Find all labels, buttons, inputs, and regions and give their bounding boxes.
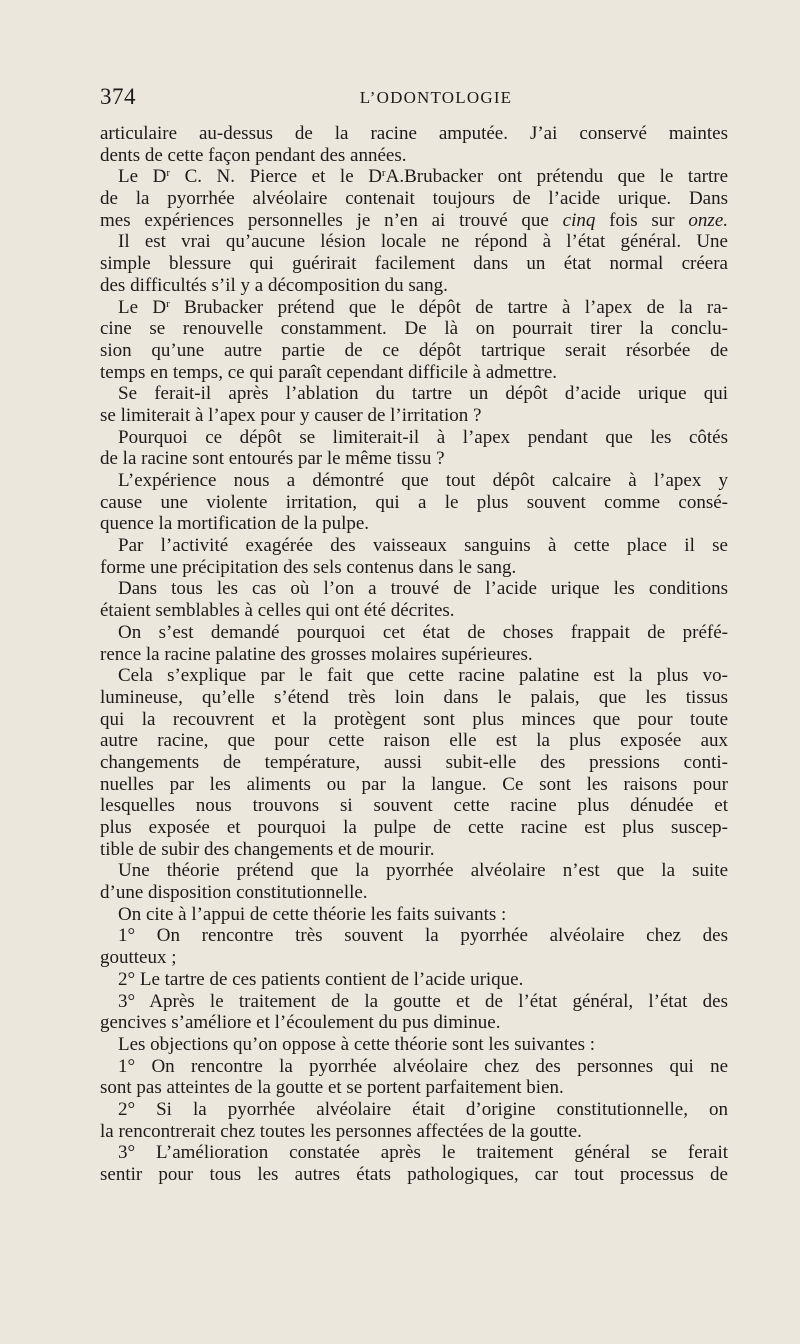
text-line: quence la mortification de la pulpe. (100, 513, 370, 535)
text-line: lumineuse, qu’elle s’étend très loin dans le palais, que les tissus (100, 686, 728, 708)
text-line: dents de cette façon pendant des années. (100, 144, 407, 166)
text-line: Les objections qu’on oppose à cette théorie sont les suivantes : (118, 1033, 595, 1055)
superscript: r (166, 167, 170, 180)
text-line: Cela s’explique par le fait que cette racine palatine est la plus vo- (118, 665, 728, 687)
text-line: cine se renouvelle constamment. De là on pourrait tirer la conclu- (100, 318, 728, 340)
text-line: On cite à l’appui de cette théorie les faits suivants : (118, 903, 507, 925)
text-line: tible de subir des changements et de mourir. (100, 838, 435, 860)
text-line: d’une disposition constitutionnelle. (100, 882, 368, 904)
text-line: goutteux ; (100, 947, 177, 969)
italic-text: onze. (688, 209, 728, 231)
running-title: L’ODONTOLOGIE (359, 88, 513, 107)
text-span: fois sur (595, 209, 689, 231)
text-line: Par l’activité exagérée des vaisseaux sanguins à cette place il se (118, 535, 728, 557)
text-line: de la racine sont entourés par le même tissu ? (100, 448, 445, 470)
superscript: r (381, 167, 386, 180)
text-line: autre racine, que pour cette raison elle est la plus exposée aux (100, 730, 728, 752)
superscript: r (166, 297, 170, 310)
text-span: mes expériences personnelles je n’en ai trouvé que (100, 209, 563, 231)
text-span: Le D (118, 166, 167, 188)
text-line: qui la recouvrent et la protègent sont plus minces que pour toute (100, 708, 728, 730)
text-line: Il est vrai qu’aucune lésion locale ne répond à l’état général. Une (118, 231, 728, 253)
text-line (100, 210, 728, 232)
text-line: nuelles par les aliments ou par la langue. Ce sont les raisons pour (100, 773, 728, 795)
text-line: 2° Si la pyorrhée alvéolaire était d’origine constitutionnelle, on (118, 1098, 728, 1120)
text-line (100, 297, 728, 319)
text-line: 1° On rencontre très souvent la pyorrhée alvéolaire chez des (118, 925, 728, 947)
text-line: Dans tous les cas où l’on a trouvé de l’acide urique les conditions (118, 578, 728, 600)
text-line: On s’est demandé pourquoi cet état de choses frappait de préfé- (118, 621, 728, 643)
text-line: étaient semblables à celles qui ont été décrites. (100, 600, 455, 622)
text-line: plus exposée et pourquoi la pulpe de cette racine est plus suscep- (100, 817, 728, 838)
page-number: 374 (100, 84, 136, 109)
text-line: des difficultés s’il y a décomposition du sang. (100, 274, 448, 296)
page-header (100, 84, 728, 114)
text-line: de la pyorrhée alvéolaire contenait toujours de l’acide urique. Dans (100, 188, 728, 210)
text-line: gencives s’améliore et l’écoulement du pus diminue. (100, 1012, 501, 1034)
text-line: sentir pour tous les autres états pathologiques, car tout processus de (100, 1164, 728, 1185)
text-line: sont pas atteintes de la goutte et se portent parfaitement bien. (100, 1077, 564, 1099)
text-line: changements de température, aussi subit-elle des pressions conti- (100, 751, 728, 773)
text-line: articulaire au-dessus de la racine amputée. J’ai conservé maintes (100, 123, 728, 144)
text-line: la rencontrerait chez toutes les personnes affectées de la goutte. (100, 1120, 582, 1142)
body-text (100, 123, 728, 1186)
text-line: rence la racine palatine des grosses molaires supérieures. (100, 643, 533, 665)
text-line: Pourquoi ce dépôt se limiterait-il à l’apex pendant que les côtés (118, 426, 728, 448)
text-line: 2° Le tartre de ces patients contient de l’acide urique. (118, 968, 524, 990)
text-line: 3° L’amélioration constatée après le traitement général se ferait (118, 1142, 728, 1164)
text-span: A.Brubacker ont prétendu que le tartre (385, 166, 728, 188)
text-line: 3° Après le traitement de la goutte et de l’état général, l’état des (118, 990, 728, 1012)
text-line: sion qu’une autre partie de ce dépôt tartrique serait résorbée de (100, 339, 728, 361)
text-span: Le D (118, 296, 167, 318)
text-line: Se ferait-il après l’ablation du tartre un dépôt d’acide urique qui (118, 383, 728, 405)
text-line: lesquelles nous trouvons si souvent cette racine plus dénudée et (100, 795, 728, 817)
italic-text: cinq (562, 209, 596, 231)
text-span: Brubacker prétend que le dépôt de tartre à l’apex de la ra- (169, 296, 728, 318)
text-line: temps en temps, ce qui paraît cependant difficile à admettre. (100, 361, 558, 383)
text-line: forme une précipitation des sels contenus dans le sang. (100, 556, 517, 578)
text-line: Une théorie prétend que la pyorrhée alvéolaire n’est que la suite (118, 860, 728, 882)
text-line: 1° On rencontre la pyorrhée alvéolaire chez des personnes qui ne (118, 1055, 728, 1077)
text-line: se limiterait à l’apex pour y causer de l’irritation ? (100, 404, 482, 426)
text-line (100, 166, 728, 188)
text-line: simple blessure qui guérirait facilement dans un état normal créera (100, 253, 728, 275)
text-span: C. N. Pierce et le D (170, 166, 382, 188)
text-line: L’expérience nous a démontré que tout dépôt calcaire à l’apex y (118, 470, 728, 491)
text-line: cause une violente irritation, qui a le plus souvent comme consé- (100, 491, 728, 513)
